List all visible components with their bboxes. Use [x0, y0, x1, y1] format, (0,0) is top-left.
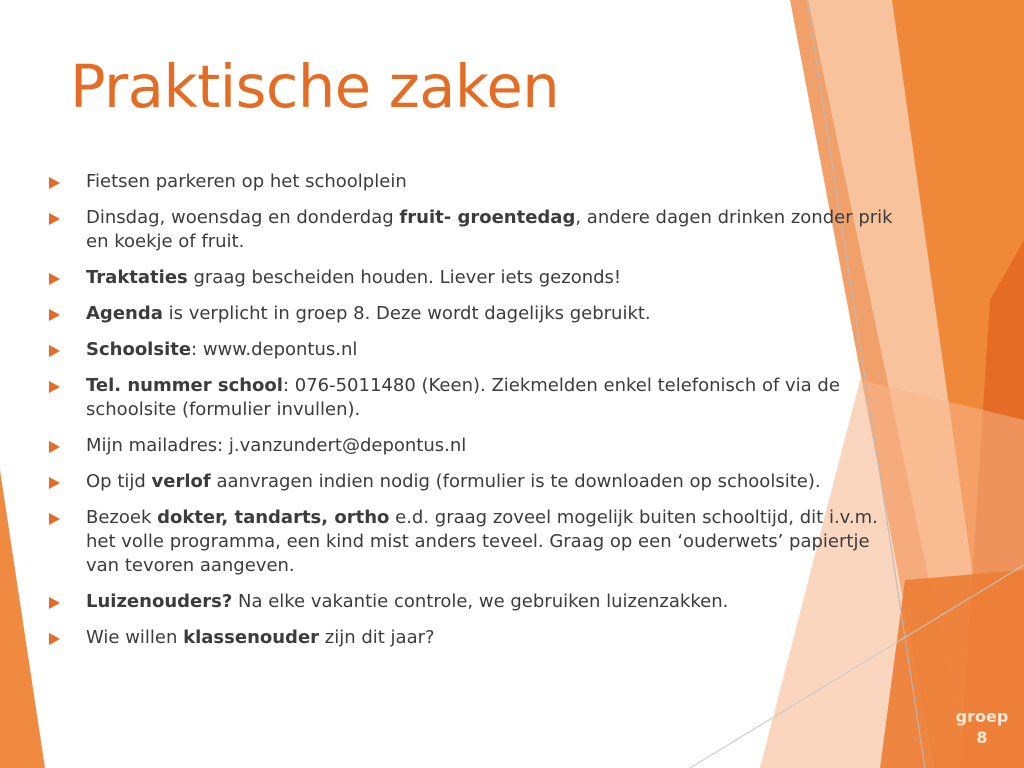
list-item: [46, 506, 906, 578]
list-item: [46, 626, 906, 650]
bullet-list: [46, 170, 906, 662]
bullet-bold-text: fruit- groentedag: [399, 207, 576, 228]
list-item: [46, 470, 906, 494]
triangle-bullet-icon: [49, 597, 60, 609]
bullet-text: is verplicht in groep 8. Deze wordt dagelijks gebruikt.: [162, 303, 651, 324]
list-item: [46, 338, 906, 362]
bullet-text: e.d. graag zoveel mogelijk buiten schooltijd, dit i.v.m. het volle programma, een kind mist anders teveel. Graag op een ‘ouderwets’ papiertje van tevoren aangeven.: [86, 507, 878, 576]
list-item: [46, 374, 906, 422]
bullet-text: , andere dagen drinken zonder prik en koekje of fruit.: [86, 207, 893, 252]
bullet-text: Bezoek: [86, 507, 158, 528]
list-item: [46, 206, 906, 254]
triangle-bullet-icon: [49, 345, 60, 357]
triangle-bullet-icon: [49, 309, 60, 321]
bullet-bold-text: Traktaties: [86, 267, 188, 288]
list-item: [46, 590, 906, 614]
bullet-text: aanvragen indien nodig (formulier is te downloaden op schoolsite).: [210, 471, 821, 492]
slide-tag-line: groep: [955, 707, 1009, 726]
bullet-text: graag bescheiden houden. Liever iets gezonds!: [187, 267, 622, 288]
bullet-text: Op tijd: [86, 471, 152, 492]
list-item: [46, 302, 906, 326]
bullet-bold-text: Luizenouders?: [86, 591, 233, 612]
bullet-text: : www.depontus.nl: [191, 339, 358, 360]
bullet-text: Wie willen: [86, 627, 184, 648]
bullet-bold-text: dokter, tandarts, ortho: [157, 507, 390, 528]
bullet-bold-text: klassenouder: [183, 627, 320, 648]
bullet-text: Na elke vakantie controle, we gebruiken luizenzakken.: [232, 591, 729, 612]
list-item: [46, 170, 906, 194]
triangle-bullet-icon: [49, 381, 60, 393]
bullet-text: Fietsen parkeren op het schoolplein: [86, 171, 407, 192]
list-item: [46, 266, 906, 290]
triangle-bullet-icon: [49, 177, 60, 189]
bullet-text: : 076-5011480 (Keen). Ziekmelden enkel telefonisch of via de schoolsite (formulier invullen).: [86, 375, 840, 420]
bullet-bold-text: Tel. nummer school: [86, 375, 283, 396]
bullet-text: Mijn mailadres: j.vanzundert@depontus.nl: [86, 435, 467, 456]
slide-tag-number: 8: [976, 728, 988, 747]
bullet-bold-text: Schoolsite: [86, 339, 192, 360]
triangle-bullet-icon: [49, 213, 60, 225]
bullet-bold-text: Agenda: [86, 303, 163, 324]
triangle-bullet-icon: [49, 633, 60, 645]
triangle-bullet-icon: [49, 477, 60, 489]
list-item: [46, 434, 906, 458]
bullet-text: zijn dit jaar?: [319, 627, 435, 648]
slide-tag: [946, 706, 1018, 748]
slide-title: Praktische zaken: [70, 52, 560, 121]
triangle-bullet-icon: [49, 513, 60, 525]
bullet-bold-text: verlof: [151, 471, 211, 492]
triangle-bullet-icon: [49, 441, 60, 453]
left-orange-strip: [0, 470, 45, 768]
bullet-text: Dinsdag, woensdag en donderdag: [86, 207, 400, 228]
triangle-bullet-icon: [49, 273, 60, 285]
